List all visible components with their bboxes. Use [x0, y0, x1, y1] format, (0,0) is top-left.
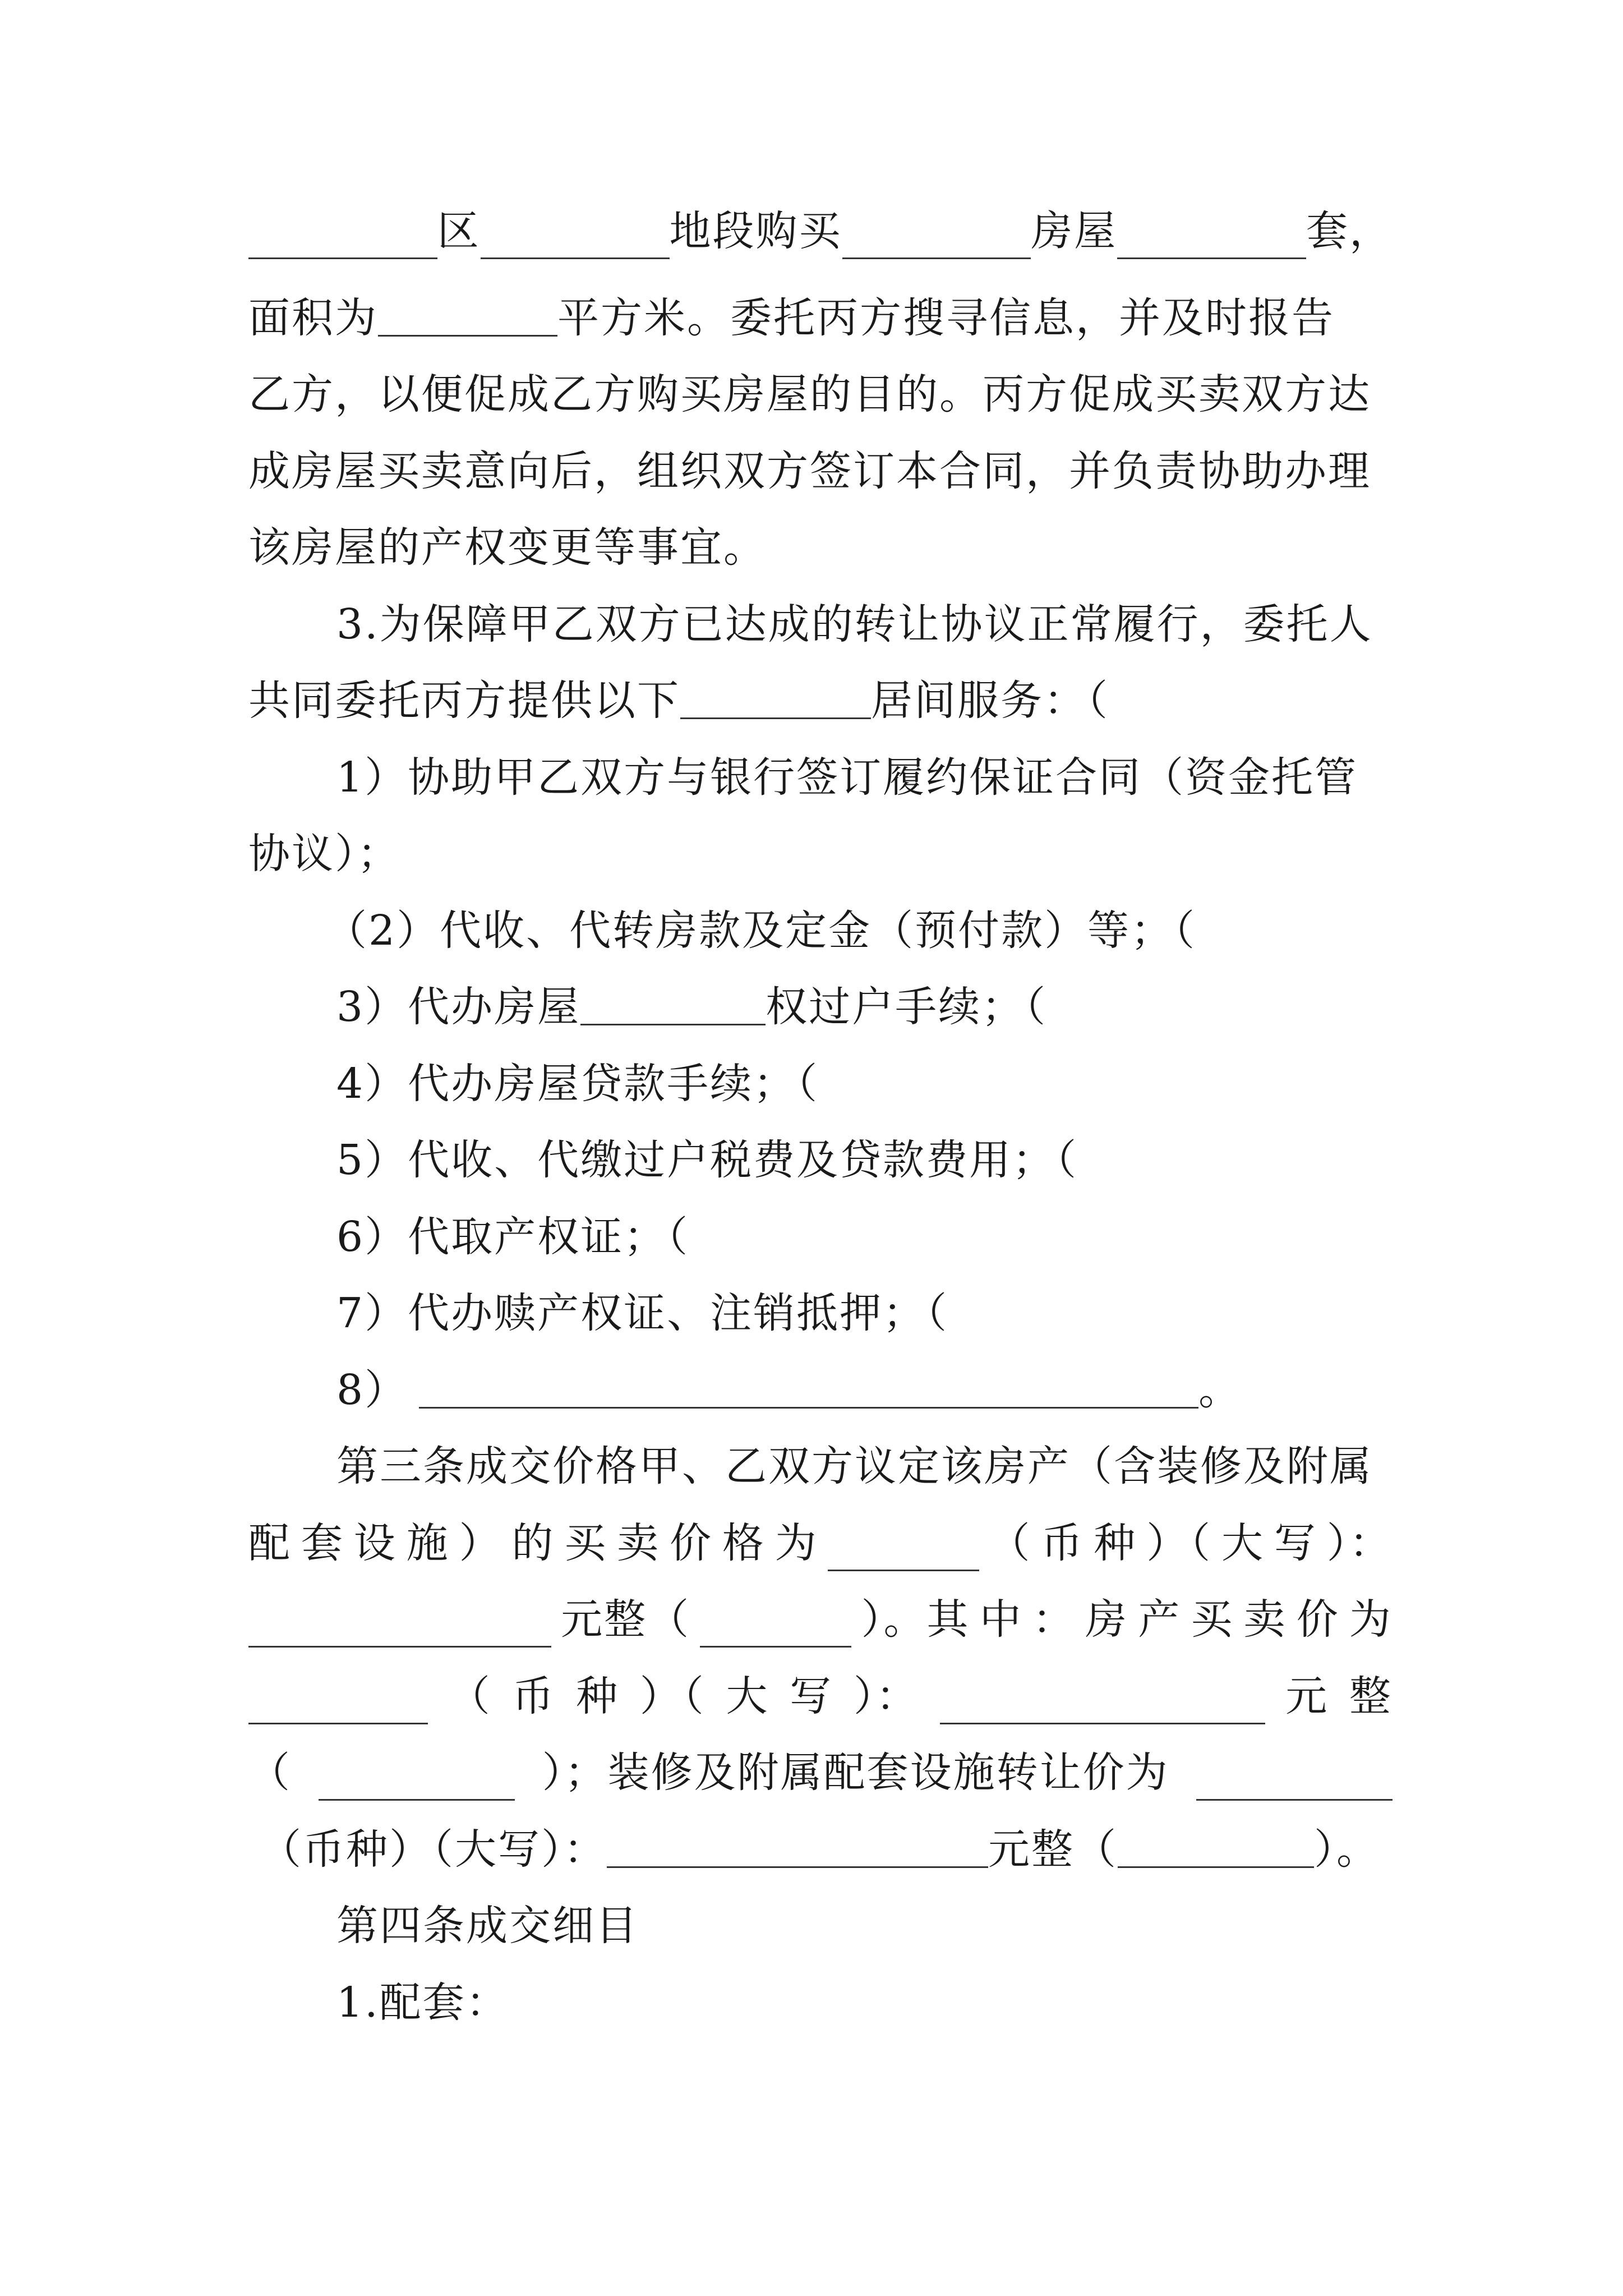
- text-line: 1.配套：: [336, 1978, 509, 2027]
- text-line: 第四条成交细目: [336, 1902, 639, 1950]
- text-line: 面积为 平方米。委托丙方搜寻信息，并及时报告: [248, 294, 1335, 342]
- blank-field: [248, 216, 437, 259]
- text-line: 乙方，以便促成乙方购买房屋的目的。丙方促成买卖双方达: [248, 370, 1371, 418]
- blank-field: [700, 1604, 851, 1648]
- blank-field: [481, 216, 670, 259]
- blank-field: [248, 1604, 551, 1648]
- blank-field: [1196, 1757, 1393, 1801]
- blank-field: [1118, 1825, 1314, 1868]
- text-line: （ 币 种 ）（ 大 写 ）： 元 整: [248, 1668, 1393, 1724]
- text-line: 7）代办赎产权证、注销抵押；（: [336, 1289, 949, 1337]
- blank-field: [419, 1365, 1198, 1409]
- blank-field: [940, 1681, 1265, 1724]
- blank-field: [319, 1757, 515, 1801]
- text-line: 共同委托丙方提供以下 居间服务：（: [248, 677, 1109, 725]
- blank-field: [828, 1528, 979, 1571]
- text-line: 元整（ ）。其 中 ： 房 产 买 卖 价 为: [248, 1591, 1393, 1648]
- text-line: 8） 。: [336, 1366, 1242, 1414]
- text-line: 该房屋的产权变更等事宜。: [248, 523, 767, 572]
- blank-field: [607, 1825, 988, 1868]
- blank-field: [248, 1681, 428, 1724]
- text-line: 4）代办房屋贷款手续；（: [336, 1060, 819, 1108]
- text-line: 5）代收、代缴过户税费及贷款费用；（: [336, 1136, 1078, 1184]
- text-line: 协议）；: [248, 830, 400, 878]
- text-line: 1）协助甲乙双方与银行签订履约保证合同（资金托管: [336, 753, 1358, 802]
- text-line: 区 地段购买 房屋 套，: [248, 203, 1393, 259]
- blank-field: [378, 293, 557, 337]
- text-line: （ ）；装修及附属配套设施转让价为: [248, 1745, 1393, 1801]
- text-line: 3.为保障甲乙双方已达成的转让协议正常履行，委托人: [336, 600, 1373, 648]
- text-line: 成房屋买卖意向后，组织双方签订本合同，并负责协助办理: [248, 447, 1371, 495]
- text-line: （2）代收、代转房款及定金（预付款）等；（: [325, 907, 1197, 955]
- text-line: 3）代办房屋 权过户手续；（: [336, 983, 1048, 1031]
- text-line: 第三条成交价格甲、乙双方议定该房产（含装修及附属: [336, 1442, 1373, 1490]
- blank-field: [580, 982, 766, 1025]
- blank-field: [1117, 216, 1306, 259]
- blank-field: [842, 216, 1031, 259]
- blank-field: [680, 676, 871, 719]
- text-line: 配 套 设 施 ） 的 买 卖 价 格 为 （ 币 种 ）（ 大 写 ）：: [248, 1515, 1393, 1571]
- text-line: 6）代取产权证；（: [336, 1213, 690, 1261]
- text-line: （币种）（大写）： 元整（ ）。: [260, 1825, 1380, 1874]
